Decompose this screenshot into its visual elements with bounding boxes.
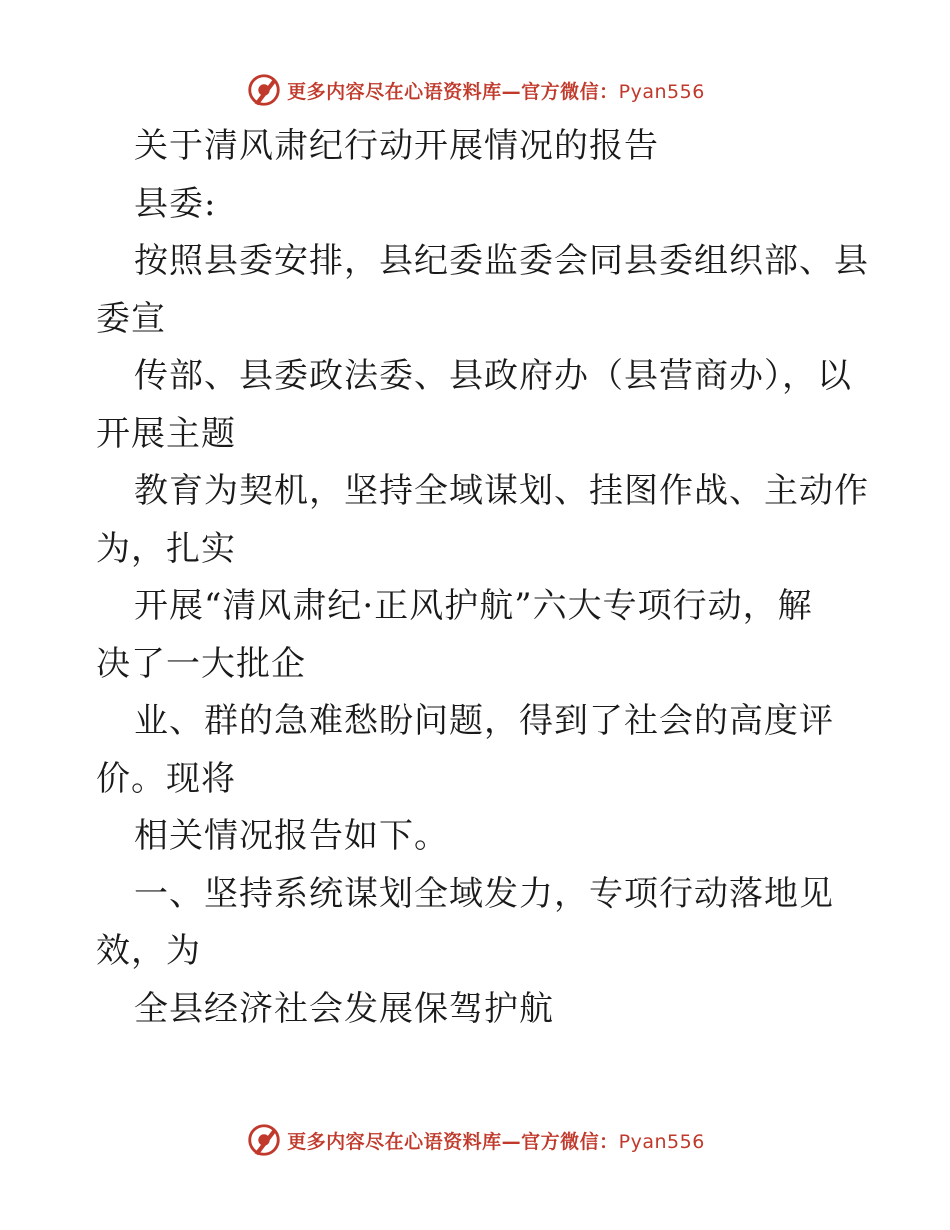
pen-logo-icon <box>245 71 283 109</box>
pen-logo-icon <box>245 1121 283 1159</box>
watermark-text: 更多内容尽在心语资料库—官方微信：Pyan556 <box>287 80 705 103</box>
document-line: 全县经济社会发展保驾护航 <box>134 988 554 1029</box>
footer-watermark <box>0 1118 950 1162</box>
watermark-text: 更多内容尽在心语资料库—官方微信：Pyan556 <box>287 1130 705 1153</box>
document-line: 关于清风肃纪行动开展情况的报告 <box>134 126 659 166</box>
document-body <box>96 118 869 1038</box>
document-line: 价。现将 <box>96 758 236 799</box>
document-line: 教育为契机，坚持全域谋划、挂图作战、主动作 <box>134 471 869 511</box>
document-line: 委宣 <box>96 298 166 339</box>
document-line: 业、群的急难愁盼问题，得到了社会的高度评 <box>134 701 834 741</box>
document-line: 一、坚持系统谋划全域发力，专项行动落地见 <box>134 873 834 914</box>
document-line: 按照县委安排，县纪委监委会同县委组织部、县 <box>134 241 869 281</box>
document-line: 为，扎实 <box>96 528 236 569</box>
document-line: 开展主题 <box>96 413 236 454</box>
document-line: 效，为 <box>96 931 201 971</box>
header-watermark <box>0 68 950 112</box>
document-line: 开展“清风肃纪·正风护航”六大专项行动，解 <box>134 586 813 626</box>
document-line: 决了一大批企 <box>96 643 306 684</box>
watermark-id: Pyan556 <box>618 80 705 103</box>
document-line: 相关情况报告如下。 <box>134 816 449 856</box>
watermark-id: Pyan556 <box>618 1130 705 1153</box>
document-line: 县委: <box>134 183 217 224</box>
document-line: 传部、县委政法委、县政府办（县营商办），以 <box>134 356 852 396</box>
